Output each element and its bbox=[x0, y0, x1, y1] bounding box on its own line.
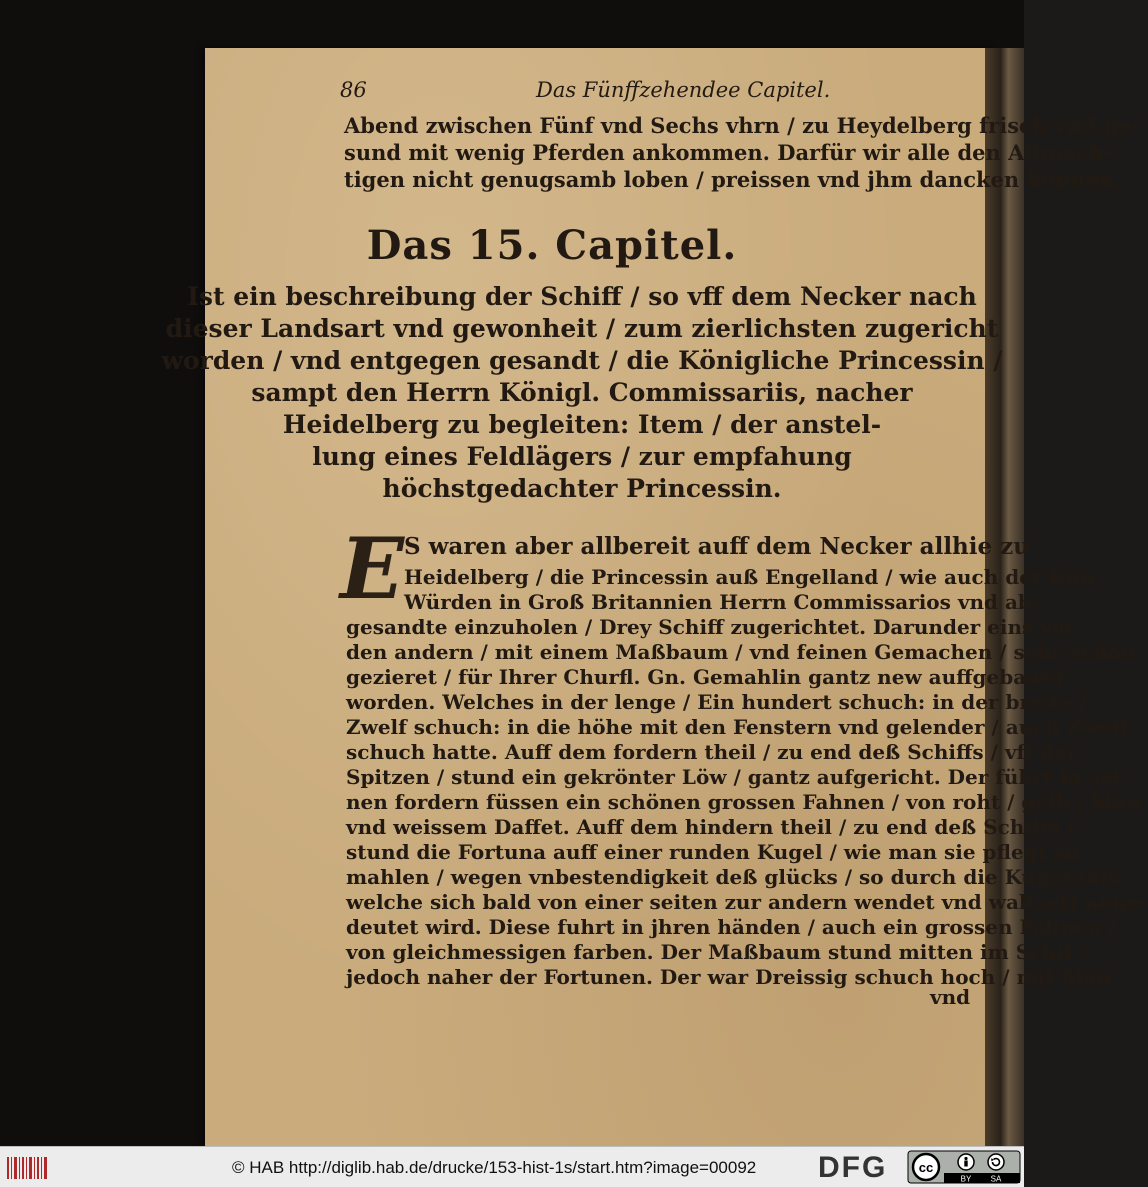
text-line: Spitzen / stund ein gekrönter Löw / gantz aufgericht. Der führt in sei- bbox=[346, 765, 1129, 789]
summary-line: höchstgedachter Princessin. bbox=[382, 474, 782, 503]
cc-icon bbox=[913, 1154, 939, 1180]
text-line: deutet wird. Diese fuhrt in jhren händen / auch ein grossen Fahnen / bbox=[346, 915, 1117, 939]
text-line: worden. Welches in der lenge / Ein hundert schuch: in der breite / bbox=[346, 690, 1087, 714]
text-line: Heidelberg / die Princessin auß Engelland / wie auch der Kön. bbox=[404, 565, 1102, 589]
text-line: stund die Fortuna auff einer runden Kugel / wie man sie pflegt zu bbox=[346, 840, 1080, 864]
chapter-title: Das 15. Capitel. bbox=[366, 222, 738, 269]
text-line: S waren aber allbereit auff dem Necker allhie zu bbox=[404, 533, 1030, 560]
svg-text:cc: cc bbox=[918, 1160, 934, 1175]
text-line: gezieret / für Ihrer Churfl. Gn. Gemahlin gantz new auffgebawet bbox=[346, 665, 1066, 689]
summary-line: Heidelberg zu begleiten: Item / der anstel- bbox=[282, 410, 882, 439]
summary-line: worden / vnd entgegen gesandt / die Königliche Princessin / bbox=[161, 346, 1003, 375]
dfg-logo[interactable]: DFG bbox=[818, 1151, 888, 1184]
summary-line: sampt den Herrn Königl. Commissariis, nacher bbox=[251, 378, 913, 407]
text-line: den andern / mit einem Maßbaum / vnd feinen Gemachen / sehr schön bbox=[346, 640, 1136, 664]
catchword: vnd bbox=[930, 985, 971, 1009]
text-line: mahlen / wegen vnbestendigkeit deß glücks / so durch die Kugel (als bbox=[346, 865, 1119, 889]
text-line: welche sich bald von einer seiten zur andern wendet vnd waltzet) ange- bbox=[346, 890, 1148, 914]
text-line: nen fordern füssen ein schönen grossen Fahnen / von roht / gelb / blaw bbox=[346, 790, 1143, 814]
summary-line: dieser Landsart vnd gewonheit / zum zierlichsten zugericht bbox=[165, 314, 999, 343]
text-line: schuch hatte. Auff dem fordern theil / zu end deß Schiffs / vff der bbox=[346, 740, 1078, 764]
sa-icon bbox=[988, 1154, 1004, 1170]
text-line: tigen nicht genugsamb loben / preissen vnd jhm dancken können. bbox=[344, 167, 1122, 192]
text-line: von gleichmessigen farben. Der Maßbaum stund mitten im Schif / bbox=[346, 940, 1088, 964]
text-line: gesandte einzuholen / Drey Schiff zugerichtet. Darunder eins vor bbox=[346, 615, 1076, 639]
footer-bar bbox=[0, 1146, 1024, 1187]
running-title: Das Fünffzehendee Capitel. bbox=[536, 78, 831, 102]
text-line: Abend zwischen Fünf vnd Sechs vhrn / zu Heydelberg frisch vnd ge- bbox=[344, 113, 1141, 138]
summary-line: lung eines Feldlägers / zur empfahung bbox=[312, 442, 852, 471]
drop-cap: E bbox=[340, 519, 405, 618]
summary-line: Ist ein beschreibung der Schiff / so vff dem Necker nach bbox=[187, 282, 977, 311]
text-line: Würden in Groß Britannien Herrn Commissarios vnd ab- bbox=[404, 590, 1041, 614]
cc-license-badge[interactable] bbox=[908, 1151, 1020, 1183]
text-line: jedoch naher der Fortunen. Der war Dreissig schuch hoch / mit blaw bbox=[346, 965, 1114, 989]
text-line: vnd weissem Daffet. Auff dem hindern theil / zu end deß Schiffs / bbox=[346, 815, 1074, 839]
text-line: sund mit wenig Pferden ankommen. Darfür wir alle den Allmech- bbox=[344, 140, 1113, 165]
page-number: 86 bbox=[340, 78, 367, 102]
text-line: Zwelf schuch: in die höhe mit den Fenstern vnd gelender / auch Zwelf bbox=[346, 715, 1128, 739]
copyright-link[interactable]: © HAB http://diglib.hab.de/drucke/153-hist-1s/start.htm?image=00092 bbox=[232, 1158, 757, 1177]
sa-label: SA bbox=[990, 1174, 1002, 1184]
by-label: BY bbox=[960, 1174, 972, 1184]
by-icon bbox=[958, 1154, 974, 1170]
library-barcode-logo[interactable] bbox=[6, 1155, 50, 1181]
